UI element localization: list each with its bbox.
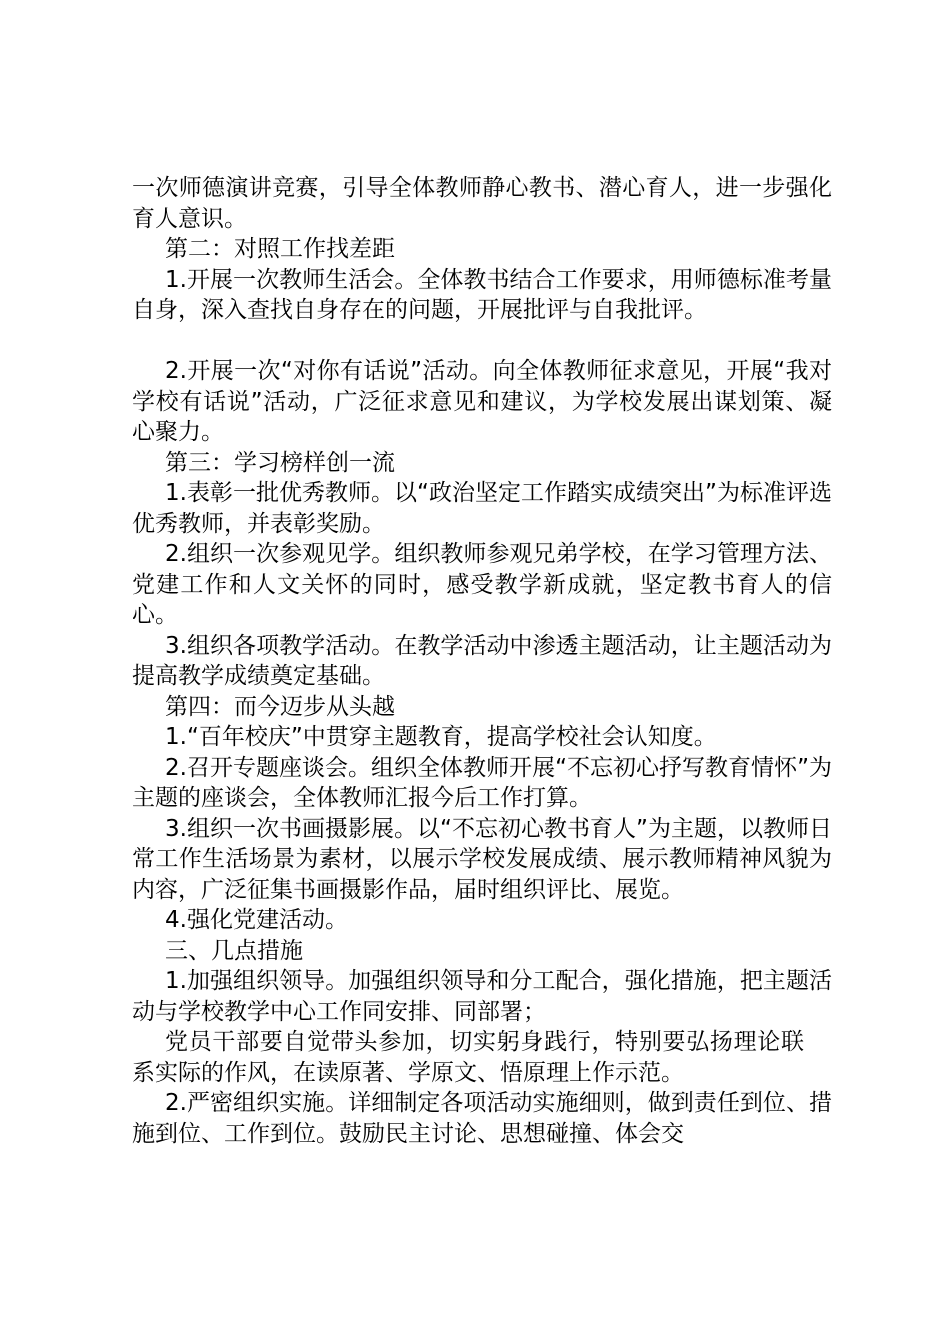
paragraph-4-2: 2.召开专题座谈会。组织全体教师开展“不忘初心抒写教育情怀”为主题的座谈会，全体教师汇报今后工作打算。 bbox=[132, 754, 832, 811]
paragraph-4-3: 3.组织一次书画摄影展。以“不忘初心教书育人”为主题，以教师日常工作生活场景为素材，以展示学校发展成绩、展示教师精神风貌为内容，广泛征集书画摄影作品，届时组织评比、展览。 bbox=[132, 815, 832, 903]
paragraph-2-1: 1.开展一次教师生活会。全体教书结合工作要求，用师德标准考量自身，深入查找自身存在的问题，开展批评与自我批评。 bbox=[132, 266, 832, 323]
paragraph-measures-1: 1.加强组织领导。加强组织领导和分工配合，强化措施，把主题活动与学校教学中心工作同安排、同部署； bbox=[132, 968, 832, 1025]
section-heading-4: 第四：而今迈步从头越 bbox=[165, 693, 395, 720]
paragraph-1: 一次师德演讲竞赛，引导全体教师静心教书、潜心育人，进一步强化育人意识。 bbox=[132, 175, 832, 232]
paragraph-3-2: 2.组织一次参观见学。组织教师参观兄弟学校，在学习管理方法、党建工作和人文关怀的同时，感受教学新成就，坚定教书育人的信心。 bbox=[132, 541, 832, 628]
paragraph-measures-2: 2.严密组织实施。详细制定各项活动实施细则，做到责任到位、措施到位、工作到位。鼓励民主讨论、思想碰撞、体会交 bbox=[132, 1090, 832, 1147]
paragraph-3-3: 3.组织各项教学活动。在教学活动中渗透主题活动，让主题活动为提高教学成绩奠定基础。 bbox=[132, 632, 832, 689]
blank-line bbox=[132, 326, 832, 357]
document-body bbox=[132, 173, 832, 1149]
paragraph-3-1: 1.表彰一批优秀教师。以“政治坚定工作踏实成绩突出”为标准评选优秀教师，并表彰奖励。 bbox=[132, 480, 832, 537]
paragraph-measures-1-cont: 党员干部要自觉带头参加，切实躬身践行，特别要弘扬理论联系实际的作风，在读原著、学原文、悟原理上作示范。 bbox=[132, 1029, 804, 1086]
paragraph-4-4: 4.强化党建活动。 bbox=[165, 907, 348, 933]
paragraph-4-1: 1.“百年校庆”中贯穿主题教育，提高学校社会认知度。 bbox=[165, 724, 717, 750]
section-heading-3: 第三：学习榜样创一流 bbox=[165, 449, 395, 476]
section-heading-2: 第二：对照工作找差距 bbox=[165, 236, 395, 262]
paragraph-2-2: 2.开展一次“对你有话说”活动。向全体教师征求意见，开展“我对学校有话说”活动，广泛征求意见和建议，为学校发展出谋划策、凝心聚力。 bbox=[132, 358, 832, 445]
section-heading-measures: 三、几点措施 bbox=[165, 937, 303, 964]
